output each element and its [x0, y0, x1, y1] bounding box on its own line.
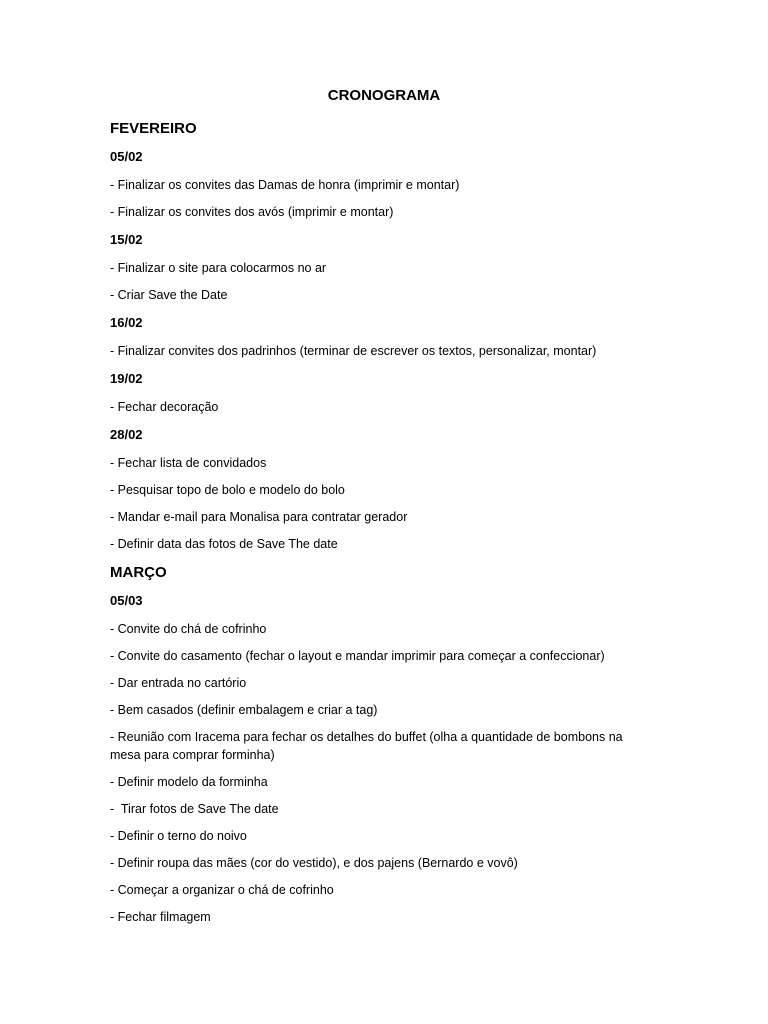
- task-item: - Definir modelo da forminha: [110, 775, 268, 789]
- date-heading: 15/02: [110, 232, 143, 247]
- schedule-content: [110, 118, 655, 926]
- task-item: - Finalizar o site para colocarmos no ar: [110, 261, 327, 275]
- task-item: - Começar a organizar o chá de cofrinho: [110, 883, 334, 897]
- month-heading: FEVEREIRO: [110, 120, 197, 137]
- task-item: - Fechar decoração: [110, 400, 219, 414]
- task-item: - Finalizar os convites das Damas de honra (imprimir e montar): [110, 178, 460, 192]
- task-item: - Definir o terno do noivo: [110, 829, 247, 843]
- date-heading: 19/02: [110, 371, 143, 386]
- task-item: - Convite do casamento (fechar o layout e mandar imprimir para começar a confeccionar): [110, 649, 605, 663]
- task-item: - Criar Save the Date: [110, 288, 228, 302]
- task-item: - Finalizar os convites dos avós (imprimir e montar): [110, 205, 394, 219]
- task-item: - Reunião com Iracema para fechar os detalhes do buffet (olha a quantidade de bombons na mesa para comprar forminha): [110, 730, 627, 762]
- task-item: - Mandar e-mail para Monalisa para contratar gerador: [110, 510, 408, 524]
- task-item: - Fechar filmagem: [110, 910, 211, 924]
- month-heading: MARÇO: [110, 564, 167, 581]
- task-item: - Definir roupa das mães (cor do vestido), e dos pajens (Bernardo e vovô): [110, 856, 518, 870]
- task-item: - Tirar fotos de Save The date: [110, 802, 279, 816]
- task-item: - Convite do chá de cofrinho: [110, 622, 267, 636]
- date-heading: 28/02: [110, 427, 143, 442]
- task-item: - Definir data das fotos de Save The date: [110, 537, 338, 551]
- date-heading: 05/02: [110, 149, 143, 164]
- task-item: - Fechar lista de convidados: [110, 456, 267, 470]
- task-item: - Pesquisar topo de bolo e modelo do bolo: [110, 483, 345, 497]
- task-item: - Dar entrada no cartório: [110, 676, 247, 690]
- date-heading: 16/02: [110, 315, 143, 330]
- date-heading: 05/03: [110, 593, 143, 608]
- task-item: - Finalizar convites dos padrinhos (terminar de escrever os textos, personalizar, montar): [110, 344, 597, 358]
- task-item: - Bem casados (definir embalagem e criar a tag): [110, 703, 378, 717]
- page-title: CRONOGRAMA: [327, 87, 441, 104]
